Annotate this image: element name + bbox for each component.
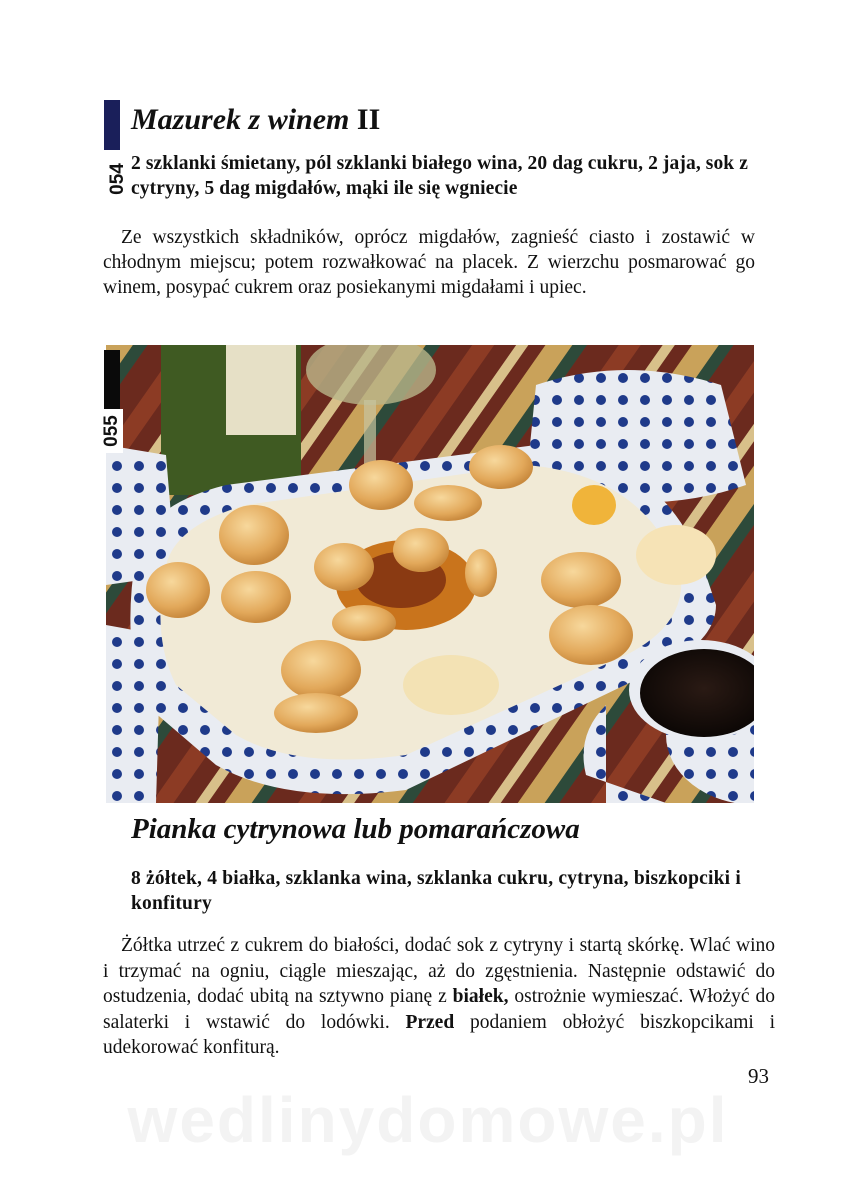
dish-photo	[106, 345, 754, 803]
recipe-marker-bar	[104, 100, 120, 150]
recipe-number: 054	[107, 163, 128, 195]
watermark: wedlinydomowe.pl	[127, 1084, 729, 1156]
recipe-instructions: Ze wszystkich składników, oprócz migdałów, zagnieść ciasto i zostawić w chłodnym miejscu; potem rozwałkować na placek. Z wierzchu posmarować go winem, posypać cukrem oraz posiekanymi migdałami i upiec.	[103, 227, 755, 298]
recipe-ingredients: 2 szklanki śmietany, pól szklanki białego wina, 20 dag cukru, 2 jaja, sok z cytryny, 5 dag migdałów, mąki ile się wgniecie	[131, 153, 748, 199]
recipe-instructions	[103, 933, 775, 1061]
instructions-text: podaniem obłożyć biszkopcikami i udekorować konfiturą.	[103, 1011, 775, 1058]
recipe-title-italic: Mazurek z winem	[131, 103, 350, 136]
page-number: 93	[748, 1064, 769, 1088]
recipe-ingredients: 8 żółtek, 4 białka, szklanka wina, szklanka cukru, cytryna, biszkopciki i konfitury	[131, 868, 741, 914]
instructions-text: ostrożnie wymieszać. Włożyć do salaterki i wstawić do lodówki.	[103, 986, 775, 1033]
recipe-title	[131, 100, 380, 140]
instructions-bold-text: Przed	[405, 1011, 455, 1033]
instructions-bold-text: białek,	[452, 986, 509, 1007]
instructions-text: Żółtka utrzeć z cukrem do białości, dodać sok z cytryny i startą skórkę. Wlać wino i trzymać na ogniu, ciągle mieszając, aż do zgęstnienia. Następnie odstawić do ostudzenia, dodać ubitą na sztywno pianę z	[103, 935, 775, 1007]
recipe-title-suffix: II	[349, 103, 381, 136]
recipe-title: Pianka cytrynowa lub pomarańczowa	[131, 813, 580, 845]
recipe-number: 055	[101, 409, 123, 453]
